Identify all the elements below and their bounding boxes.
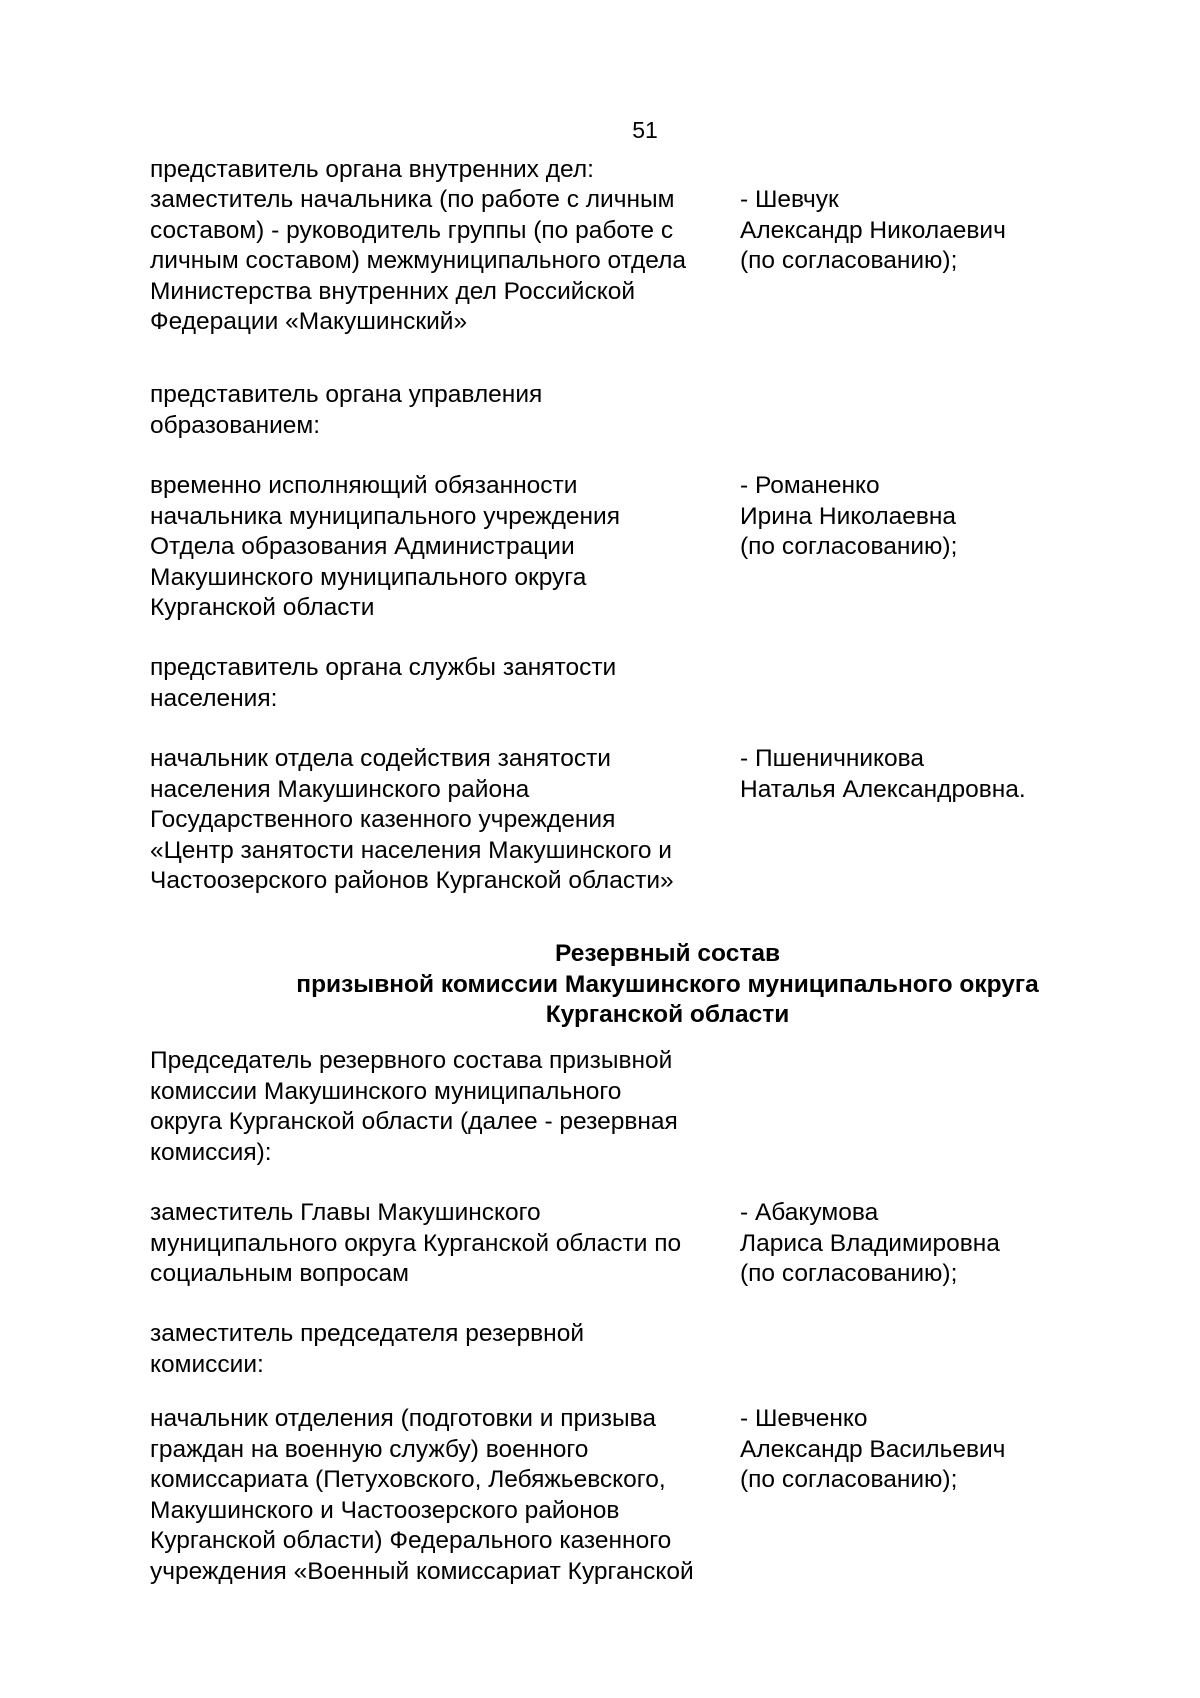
position-text: начальник отделения (подготовки и призыва граждан на военную службу) военного комиссариата (Петуховского, Лебяжьевского, Макушинского и Частоозерского районов Курганской области) Федерального казенного учреждения «Военный комиссариат Курганской bbox=[150, 1405, 694, 1585]
person-name: - Романенко Ирина Николаевна (по согласованию); bbox=[740, 472, 958, 560]
role-label: Председатель резервного состава призывной комиссии Макушинского муниципального округа Курганской области (далее - резервная комиссия): bbox=[150, 1047, 678, 1166]
page-number: 51 bbox=[632, 117, 658, 143]
reserve-heading-line1: Резервный состав bbox=[554, 940, 781, 967]
reserve-heading-line2: призывной комиссии Макушинского муниципального округа bbox=[296, 971, 1039, 998]
reserve-heading-line3: Курганской области bbox=[545, 1001, 790, 1028]
role-label: представитель органа службы занятости населения: bbox=[150, 654, 617, 712]
reserve-deputy-row bbox=[150, 1404, 1070, 1587]
member-entry-education bbox=[150, 380, 1070, 441]
position-text: начальник отдела содействия занятости населения Макушинского района Государственного казенного учреждения «Центр занятости населения Макушинского и Частоозерского районов Курганской области» bbox=[150, 745, 674, 894]
person-name: - Шевчук Александр Николаевич (по согласованию); bbox=[740, 186, 1006, 274]
position-text: временно исполняющий обязанности начальника муниципального учреждения Отдела образования Администрации Макушинского муниципального округа Курганской области bbox=[150, 472, 620, 621]
role-label: заместитель председателя резервной комиссии: bbox=[150, 1320, 585, 1378]
member-row-internal-affairs bbox=[150, 185, 1070, 338]
reserve-chair-row bbox=[150, 1198, 1070, 1290]
member-entry-employment bbox=[150, 653, 1070, 714]
member-row-employment bbox=[150, 744, 1070, 897]
person-name: - Абакумова Лариса Владимировна (по согласованию); bbox=[740, 1199, 1000, 1287]
reserve-deputy-entry bbox=[150, 1319, 1070, 1380]
member-entry-internal-affairs bbox=[150, 155, 1070, 186]
position-text: заместитель Главы Макушинского муниципального округа Курганской области по социальным вопросам bbox=[150, 1199, 682, 1287]
person-name: - Шевченко Александр Васильевич (по согласованию); bbox=[740, 1405, 1006, 1493]
position-text: заместитель начальника (по работе с личным составом) - руководитель группы (по работе с личным составом) межмуниципального отдела Министерства внутренних дел Российской Федерации «Макушинский» bbox=[150, 186, 687, 335]
reserve-chair-entry bbox=[150, 1046, 1070, 1168]
role-label: представитель органа внутренних дел: bbox=[150, 156, 594, 183]
role-label: представитель органа управления образованием: bbox=[150, 381, 543, 439]
person-name: - Пшеничникова Наталья Александровна. bbox=[740, 745, 1026, 803]
member-row-education bbox=[150, 471, 1070, 624]
